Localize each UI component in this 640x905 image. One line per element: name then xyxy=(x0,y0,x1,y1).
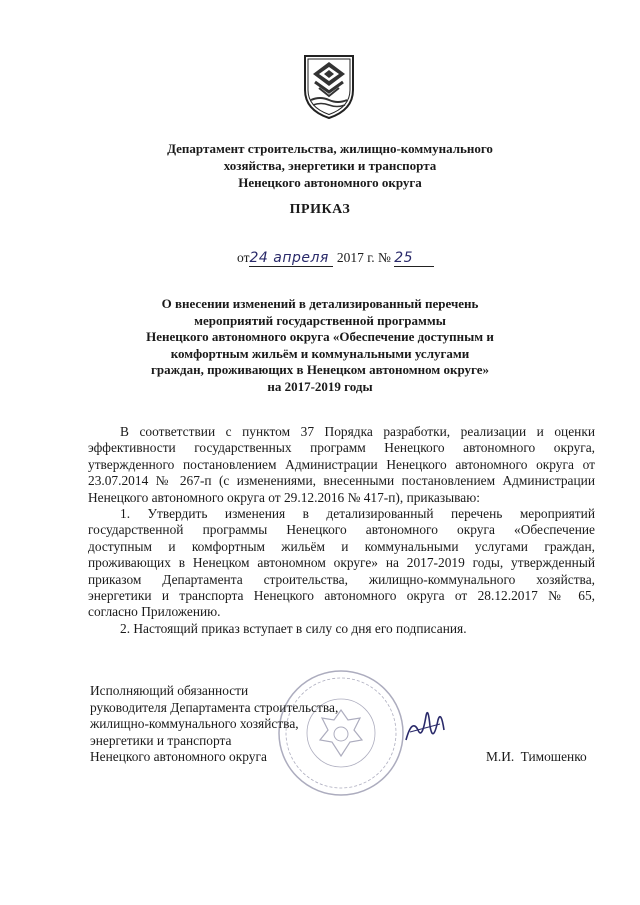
department-line: хозяйства, энергетики и транспорта xyxy=(223,158,437,173)
signatory-position xyxy=(90,683,338,766)
department-line: Департамент строительства, жилищно-коммунального xyxy=(167,141,493,156)
subject-line: Ненецкого автономного округа «Обеспечение доступным и xyxy=(146,329,494,345)
item-2-paragraph xyxy=(88,621,595,637)
body-line: утвержденного постановлением Администрации Ненецкого автономного округа от xyxy=(88,456,595,472)
position-line: жилищно-коммунального хозяйства, xyxy=(90,716,299,732)
signatory-name: М.И. Тимошенко xyxy=(486,749,587,764)
subject-line: комфортным жильём и коммунальными услугами xyxy=(170,345,470,361)
department-header xyxy=(110,140,550,191)
body-line: приказом Департамента строительства, жилищно-коммунального хозяйства, xyxy=(88,571,595,587)
subject-line: граждан, проживающих в Ненецком автономном округе» xyxy=(150,362,490,378)
handwritten-number: 25 xyxy=(394,250,414,266)
body-line: эффективности государственных программ Ненецкого автономного округа, xyxy=(88,440,595,456)
subject-line: О внесении изменений в детализированный перечень xyxy=(161,296,479,311)
body-line: согласно Приложению. xyxy=(88,604,221,620)
date-blank xyxy=(249,250,333,267)
subject-line: мероприятий государственной программы xyxy=(194,312,446,328)
position-line: Исполняющий обязанности xyxy=(90,683,249,698)
handwritten-date: 24 апреля xyxy=(249,250,329,266)
order-date-line xyxy=(237,250,434,267)
department-line: Ненецкого автономного округа xyxy=(238,175,422,190)
nenets-coat-of-arms-icon xyxy=(301,52,357,120)
order-title: ПРИКАЗ xyxy=(289,202,351,217)
body-line: государственной программы Ненецкого автономного округа «Обеспечение xyxy=(88,522,595,538)
body-line: 23.07.2014 № 267-п (с изменениями, внесенными постановлением Администрации xyxy=(88,473,595,489)
position-line: Ненецкого автономного округа xyxy=(90,749,267,765)
body-line: доступным и комфортным жильём и коммунальными услугами граждан, xyxy=(88,538,595,554)
date-prefix: от xyxy=(237,250,250,265)
body-line: Ненецкого автономного округа от 29.12.2016 № 417-п), приказываю: xyxy=(88,489,480,505)
number-blank xyxy=(394,250,434,267)
body-line: 1. Утвердить изменения в детализированный перечень мероприятий xyxy=(120,506,595,522)
preamble-paragraph xyxy=(88,424,595,506)
body-line: 2. Настоящий приказ вступает в силу со дня его подписания. xyxy=(120,620,467,636)
year-number-label: 2017 г. № xyxy=(336,250,391,265)
position-line: энергетики и транспорта xyxy=(90,732,232,748)
order-body xyxy=(88,424,595,637)
handwritten-signature-icon xyxy=(400,700,450,750)
body-line: энергетики и транспорта Ненецкого автономного округа от 28.12.2017 № 65, xyxy=(88,588,595,604)
item-1-paragraph xyxy=(88,506,595,621)
subject-line: на 2017-2019 годы xyxy=(267,378,373,394)
position-line: руководителя Департамента строительства, xyxy=(90,699,339,715)
body-line: проживающих в Ненецком автономном округе» на 2017-2019 годы, утвержденный xyxy=(88,555,595,571)
order-subject xyxy=(120,296,520,396)
body-line: В соответствии с пунктом 37 Порядка разработки, реализации и оценки xyxy=(120,424,595,439)
